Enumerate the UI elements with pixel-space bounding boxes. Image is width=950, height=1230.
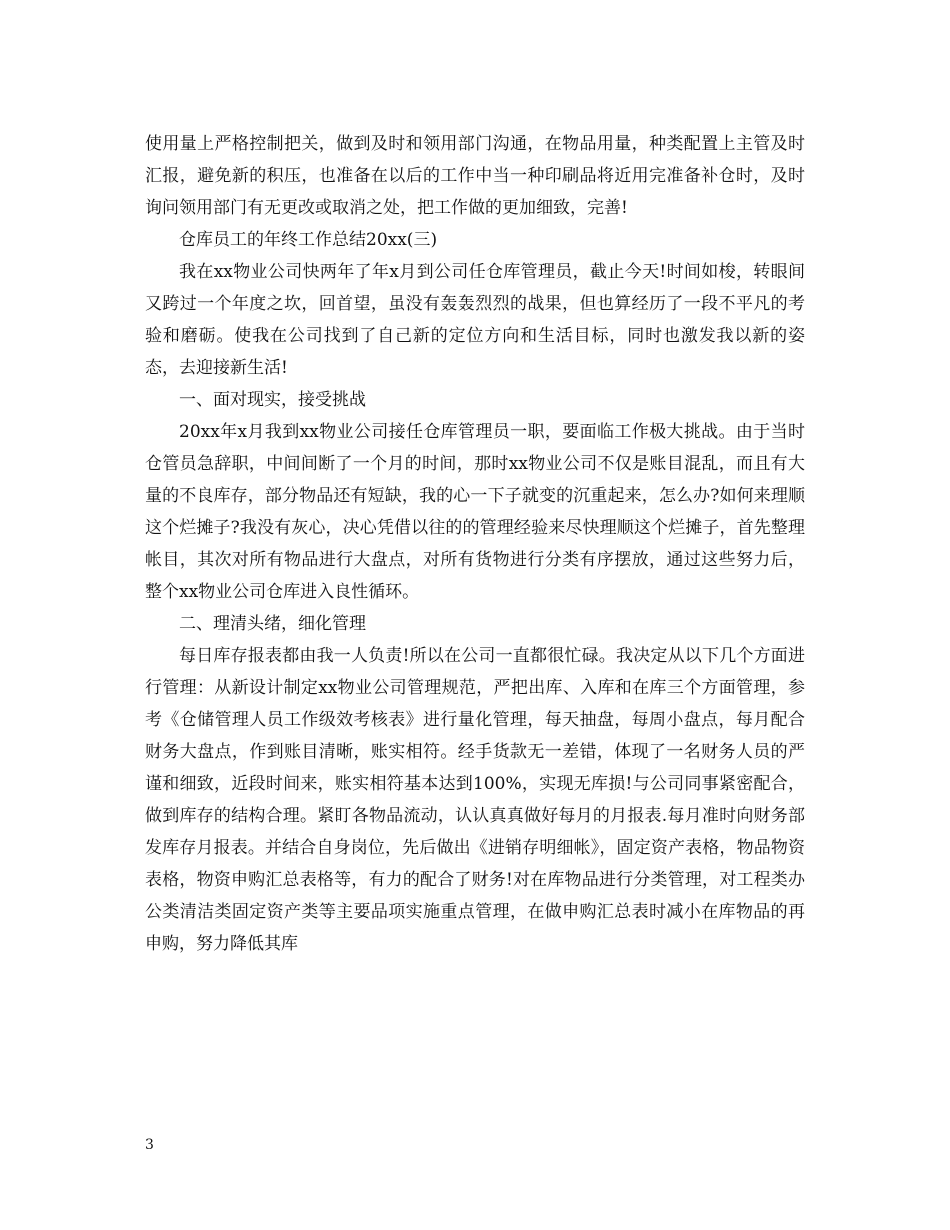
- section-title: 仓库员工的年终工作总结20xx(三): [179, 230, 438, 250]
- paragraph-continuation: 使用量上严格控制把关，做到及时和领用部门沟通，在物品用量，种类配置上主管及时汇报，避免新的积压，也准备在以后的工作中当一种印刷品将近用完准备补仓时，及时询问领用部门有无更改或取消之处，把工作做的更加细致，完善!: [145, 134, 805, 218]
- heading-two: 二、理清头绪，细化管理: [179, 614, 366, 634]
- paragraph-management: 每日库存报表都由我一人负责!所以在公司一直都很忙碌。我决定从以下几个方面进行管理：从新设计制定xx物业公司管理规范，严把出库、入库和在库三个方面管理，参考《仓储管理人员工作级效考核表》进行量化管理，每天抽盘，每周小盘点，每月配合财务大盘点，作到账目清晰，账实相符。经手货款无一差错，体现了一名财务人员的严谨和细致，近段时间来，账实相符基本达到100%，实现无库损!与公司同事紧密配合，做到库存的结构合理。紧盯各物品流动，认认真真做好每月的月报表.每月准时向财务部发库存月报表。并结合自身岗位，先后做出《进销存明细帐》，固定资产表格，物品物资表格，物资申购汇总表格等，有力的配合了财务!对在库物品进行分类管理，对工程类办公类清洁类固定资产类等主要品项实施重点管理，在做申购汇总表时减小在库物品的再申购，努力降低其库: [145, 646, 805, 954]
- page-number: 3: [145, 1137, 154, 1153]
- paragraph-intro: 我在xx物业公司快两年了年x月到公司任仓库管理员，截止今天!时间如梭，转眼间又跨过一个年度之坎，回首望，虽没有轰轰烈烈的战果，但也算经历了一段不平凡的考验和磨砺。使我在公司找到了自己新的定位方向和生活目标，同时也激发我以新的姿态，去迎接新生活!: [145, 262, 805, 378]
- paragraph-challenge: 20xx年x月我到xx物业公司接任仓库管理员一职，要面临工作极大挑战。由于当时仓管员急辞职，中间间断了一个月的时间，那时xx物业公司不仅是账目混乱，而且有大量的不良库存，部分物品还有短缺，我的心一下子就变的沉重起来，怎么办?如何来理顺这个烂摊子?我没有灰心，决心凭借以往的的管理经验来尽快理顺这个烂摊子，首先整理帐目，其次对所有物品进行大盘点，对所有货物进行分类有序摆放，通过这些努力后，整个xx物业公司仓库进入良性循环。: [145, 422, 805, 602]
- body-text: [145, 128, 805, 960]
- heading-one: 一、面对现实，接受挑战: [179, 390, 366, 410]
